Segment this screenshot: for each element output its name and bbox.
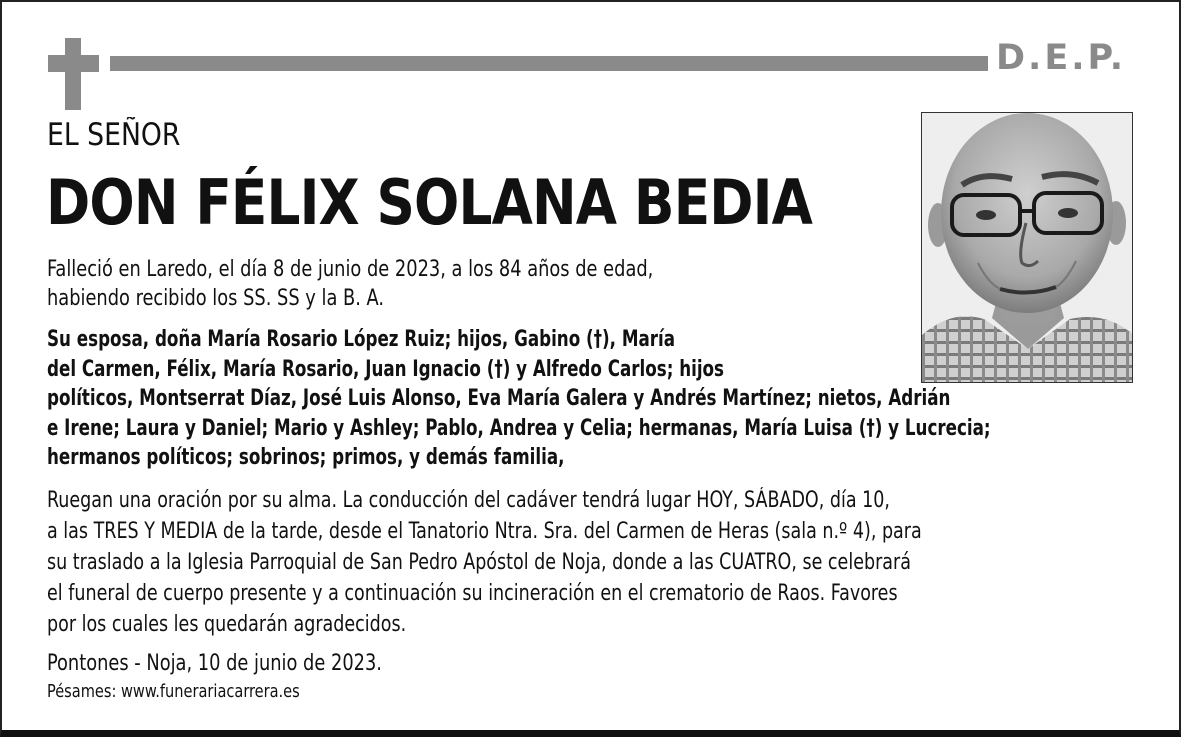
place-date-text: Pontones - Noja, 10 de junio de 2023. (47, 651, 382, 676)
header-rule (110, 56, 988, 71)
condolences-text: Pésames: www.funerariacarrera.es (47, 681, 300, 702)
text-line: políticos, Montserrat Díaz, José Luis Alonso, Eva María Galera y Andrés Martínez; nietos, Adrián (47, 386, 951, 411)
death-notice (47, 255, 721, 313)
text-line: por los cuales les quedarán agradecidos. (47, 612, 407, 637)
text-line: el funeral de cuerpo presente y a continuación su incineración en el crematorio de Raos. Favores (47, 581, 898, 606)
text-line: Falleció en Laredo, el día 8 de junio de 2023, a los 84 años de edad, (47, 257, 654, 282)
condolences (47, 680, 328, 704)
text-line: Ruegan una oración por su alma. La conducción del cadáver tendrá lugar HOY, SÁBADO, día 10, (47, 488, 890, 513)
text-line: hermanos políticos; sobrinos; primos, y demás familia, (47, 445, 565, 470)
text-line: e Irene; Laura y Daniel; Mario y Ashley; Pablo, Andrea y Celia; hermanas, María Luisa (†) y Lucrecia; (47, 415, 991, 441)
text-line: su traslado a la Iglesia Parroquial de San Pedro Apóstol de Noja, donde a las CUATRO, se celebrará (47, 550, 911, 575)
deceased-name: DON FÉLIX SOLANA BEDIA (46, 166, 813, 239)
honorific: EL SEÑOR (47, 117, 181, 153)
family-list (47, 325, 1164, 473)
text-line: habiendo recibido los SS. SS y la B. A. (47, 286, 385, 311)
text-line: Su esposa, doña María Rosario López Ruiz; hijos, Gabino (†), María (47, 327, 676, 352)
place-date (47, 649, 419, 678)
dep-label: D.E.P. (996, 38, 1127, 78)
text-line: del Carmen, Félix, María Rosario, Juan Ignacio (†) y Alfredo Carlos; hijos (47, 356, 725, 382)
funeral-details (47, 485, 1035, 640)
text-line: a las TRES Y MEDIA de la tarde, desde el Tanatorio Ntra. Sra. del Carmen de Heras (sala n.º 4), para (47, 519, 922, 544)
